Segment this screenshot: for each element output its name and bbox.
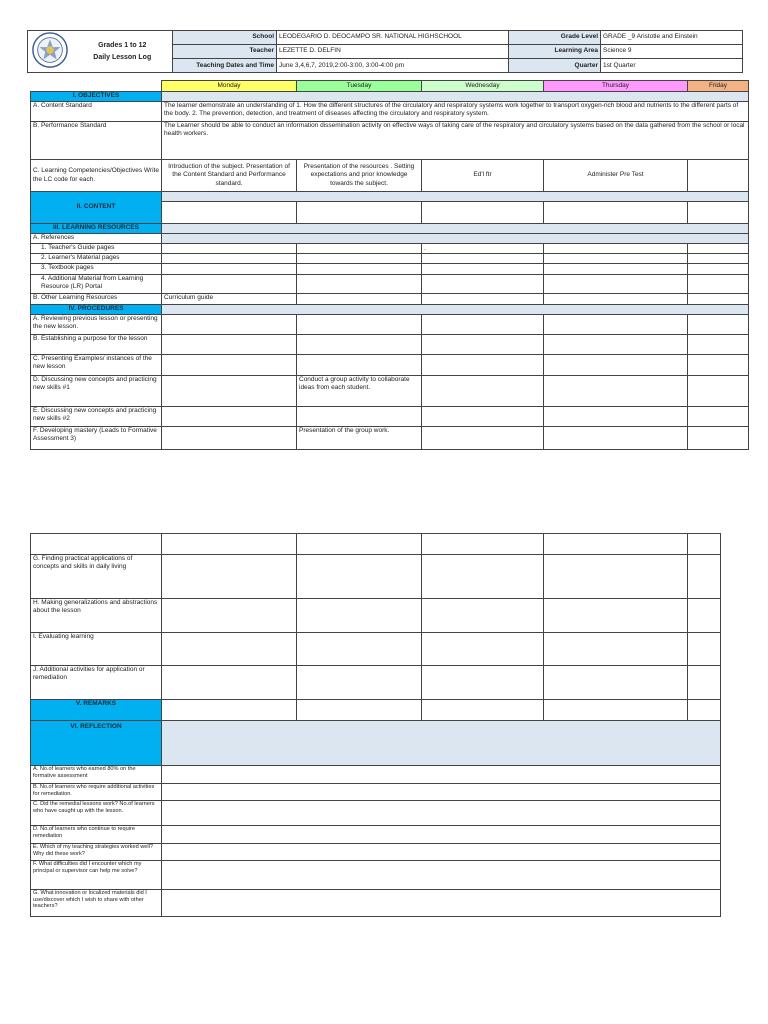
cell <box>422 315 544 335</box>
procedure-e-label: E. Discussing new concepts and practicing new skills #2 <box>31 407 162 427</box>
procedure-c-label: C. Presenting Examples/ instances of the new lesson <box>31 355 162 376</box>
resources-fill <box>162 224 749 234</box>
cell <box>544 666 688 700</box>
cell <box>688 376 749 407</box>
reflection-c-value <box>162 801 721 826</box>
procedure-d-label: D. Discussing new concepts and practicing new skills #1 <box>31 376 162 407</box>
cell <box>688 666 721 700</box>
cell <box>688 275 749 294</box>
cell <box>297 275 422 294</box>
performance-standard-text: The Learner should be able to conduct an information dissemination activity on effective ways of taking care of the respiratory and circulatory systems based on the data gathered from the school or local health workers. <box>162 122 749 160</box>
section-remarks: V. REMARKS <box>31 700 162 721</box>
cell <box>688 700 721 721</box>
cell <box>544 264 688 275</box>
reflection-fill <box>162 721 721 766</box>
dates-value: June 3,4,6,7, 2019,2:00-3:00, 3:00-4:00 pm <box>277 59 509 73</box>
reflection-e-label: E. Which of my teaching strategies worked well? Why did these work? <box>31 844 162 861</box>
competencies-tuesday: Presentation of the resources . Setting expectations and prior knowledge towards the subject. <box>297 160 422 192</box>
cell <box>422 254 544 264</box>
cell <box>162 264 297 275</box>
day-tuesday: Tuesday <box>297 81 422 92</box>
cell <box>688 599 721 633</box>
resource-mark <box>422 244 544 254</box>
cell <box>544 244 688 254</box>
cell <box>422 599 544 633</box>
cell <box>544 534 688 555</box>
procedure-h-label: H. Making generalizations and abstractions about the lesson <box>31 599 162 633</box>
lesson-log-table-continued <box>30 533 721 917</box>
grade-level-value: GRADE _9 Aristotle and Einstein <box>601 31 743 45</box>
cell <box>162 407 297 427</box>
procedures-fill <box>162 305 749 315</box>
cell <box>688 335 749 355</box>
cell <box>162 335 297 355</box>
textbook-label: 3. Textbook pages <box>31 264 162 275</box>
cell <box>31 534 162 555</box>
cell <box>688 633 721 666</box>
competencies-label: C. Learning Competencies/Objectives Write the LC code for each. <box>31 160 162 192</box>
procedure-i-label: I. Evaluating learning <box>31 633 162 666</box>
deped-seal-icon <box>31 31 69 69</box>
section-procedures: IV. PROCEDURES <box>31 305 162 315</box>
procedure-f-tuesday: Presentation of the group work. <box>297 427 422 450</box>
teachers-guide-label: 1. Teacher's Guide pages <box>31 244 162 254</box>
cell <box>422 534 544 555</box>
school-value: LEODEGARIO D. DEOCAMPO SR. NATIONAL HIGHSCHOOL <box>277 31 509 45</box>
cell <box>422 407 544 427</box>
cell <box>297 244 422 254</box>
performance-standard-label: B. Performance Standard <box>31 122 162 160</box>
objectives-fill <box>162 92 749 102</box>
cell <box>422 555 544 599</box>
cell <box>688 534 721 555</box>
cell <box>688 315 749 335</box>
cell <box>297 666 422 700</box>
competencies-wednesday: Ed'l ftr <box>422 160 544 192</box>
competencies-friday <box>688 160 749 192</box>
cell <box>544 275 688 294</box>
cell <box>544 376 688 407</box>
cell <box>688 427 749 450</box>
quarter-label: Quarter <box>509 59 601 73</box>
cell <box>422 700 544 721</box>
cell <box>162 427 297 450</box>
content-wednesday <box>422 202 544 224</box>
other-resources-monday: Curriculum guide <box>162 294 297 305</box>
reflection-f-value <box>162 861 721 890</box>
cell <box>422 376 544 407</box>
cell <box>688 355 749 376</box>
cell <box>544 254 688 264</box>
reflection-b-label: B. No.of learners who require additional activities for remediation. <box>31 784 162 801</box>
dates-label: Teaching Dates and Time <box>173 59 277 73</box>
cell <box>422 335 544 355</box>
cell <box>422 294 544 305</box>
cell <box>162 700 297 721</box>
log-title-line2: Daily Lesson Log <box>93 53 152 61</box>
cell <box>544 407 688 427</box>
procedure-g-label: G. Finding practical applications of concepts and skills in daily living <box>31 555 162 599</box>
quarter-value: 1st Quarter <box>601 59 743 73</box>
additional-material-label: 4. Additional Material from Learning Resource (LR) Portal <box>31 275 162 294</box>
cell <box>297 294 422 305</box>
procedure-b-label: B. Establishing a purpose for the lesson <box>31 335 162 355</box>
procedure-f-label: F. Developing mastery (Leads to Formative Assessment 3) <box>31 427 162 450</box>
cell <box>297 555 422 599</box>
cell <box>544 599 688 633</box>
reflection-b-value <box>162 784 721 801</box>
cell <box>422 427 544 450</box>
day-thursday: Thursday <box>544 81 688 92</box>
reflection-c-label: C. Did the remedial lessons work? No.of learners who have caught up with the lesson. <box>31 801 162 826</box>
cell <box>162 599 297 633</box>
procedure-d-tuesday: Conduct a group activity to collaborate ideas from each student. <box>297 376 422 407</box>
reflection-e-value <box>162 844 721 861</box>
day-monday: Monday <box>162 81 297 92</box>
cell <box>544 355 688 376</box>
content-thursday <box>544 202 688 224</box>
cell <box>162 534 297 555</box>
references-fill <box>162 234 749 244</box>
cell <box>162 315 297 335</box>
section-reflection: VI. REFLECTION <box>31 721 162 766</box>
cell <box>297 407 422 427</box>
cell <box>688 294 749 305</box>
cell <box>297 355 422 376</box>
reflection-a-label: A. No.of learners who earned 80% on the formative assessment <box>31 766 162 784</box>
cell <box>422 264 544 275</box>
cell <box>544 294 688 305</box>
teacher-value: LEZETTE D. DELFIN <box>277 45 509 59</box>
cell <box>422 355 544 376</box>
reflection-g-label: G. What innovation or localized materials did I use/discover which I wish to share with other teachers? <box>31 890 162 917</box>
learning-area-label: Learning Area <box>509 45 601 59</box>
section-objectives: I. OBJECTIVES <box>31 92 162 102</box>
content-fill <box>162 192 749 202</box>
corner-cell <box>31 81 162 92</box>
cell <box>162 376 297 407</box>
learners-material-label: 2. Learner's Material pages <box>31 254 162 264</box>
cell <box>422 633 544 666</box>
header-table <box>27 30 743 73</box>
cell <box>162 254 297 264</box>
day-friday: Friday <box>688 81 749 92</box>
reflection-a-value <box>162 766 721 784</box>
content-monday <box>162 202 297 224</box>
cell <box>162 275 297 294</box>
cell <box>162 666 297 700</box>
cell <box>544 335 688 355</box>
log-title <box>73 31 173 73</box>
cell <box>688 407 749 427</box>
reflection-f-label: F. What difficulties did I encounter which my principal or supervisor can help me solve? <box>31 861 162 890</box>
cell <box>544 315 688 335</box>
cell <box>297 264 422 275</box>
cell <box>688 254 749 264</box>
cell <box>297 315 422 335</box>
grade-level-label: Grade Level <box>509 31 601 45</box>
reflection-d-value <box>162 826 721 844</box>
cell <box>297 599 422 633</box>
cell <box>544 633 688 666</box>
cell <box>422 666 544 700</box>
references-label: A. References <box>31 234 162 244</box>
deped-seal <box>28 31 73 73</box>
cell <box>162 555 297 599</box>
cell <box>688 244 749 254</box>
procedure-j-label: J. Additional activities for application or remediation <box>31 666 162 700</box>
other-resources-label: B. Other Learning Resources <box>31 294 162 305</box>
cell <box>162 355 297 376</box>
resource-mark-text: . <box>424 244 426 252</box>
day-wednesday: Wednesday <box>422 81 544 92</box>
cell <box>688 264 749 275</box>
section-resources: III. LEARNING RESOURCES <box>31 224 162 234</box>
competencies-monday: Introduction of the subject. Presentation of the Content Standard and Performance standard. <box>162 160 297 192</box>
cell <box>544 555 688 599</box>
cell <box>162 244 297 254</box>
school-label: School <box>173 31 277 45</box>
cell <box>544 700 688 721</box>
procedure-a-label: A. Reviewing previous lesson or presenting the new lesson. <box>31 315 162 335</box>
cell <box>297 335 422 355</box>
cell <box>297 534 422 555</box>
cell <box>422 275 544 294</box>
lesson-log-table <box>30 80 749 450</box>
reflection-g-value <box>162 890 721 917</box>
content-friday <box>688 202 749 224</box>
cell <box>544 427 688 450</box>
content-standard-text: The learner demonstrate an understanding of 1. How the different structures of the circulatory and respiratory systems work together to transport oxygen-rich blood and nutrients to the different parts of the body. 2. The prevention, detection, and treatment of diseases affecting the circulatory and respiratory system. <box>162 102 749 122</box>
cell <box>688 555 721 599</box>
section-content: II. CONTENT <box>31 192 162 224</box>
reflection-d-label: D. No.of learners who continue to require remediation <box>31 826 162 844</box>
cell <box>297 254 422 264</box>
teacher-label: Teacher <box>173 45 277 59</box>
cell <box>297 633 422 666</box>
log-title-line1: Grades 1 to 12 <box>98 42 147 50</box>
cell <box>162 633 297 666</box>
day-header-row <box>31 81 749 92</box>
cell <box>297 700 422 721</box>
content-standard-label: A. Content Standard <box>31 102 162 122</box>
learning-area-value: Science 9 <box>601 45 743 59</box>
content-tuesday <box>297 202 422 224</box>
competencies-thursday: Administer Pre Test <box>544 160 688 192</box>
